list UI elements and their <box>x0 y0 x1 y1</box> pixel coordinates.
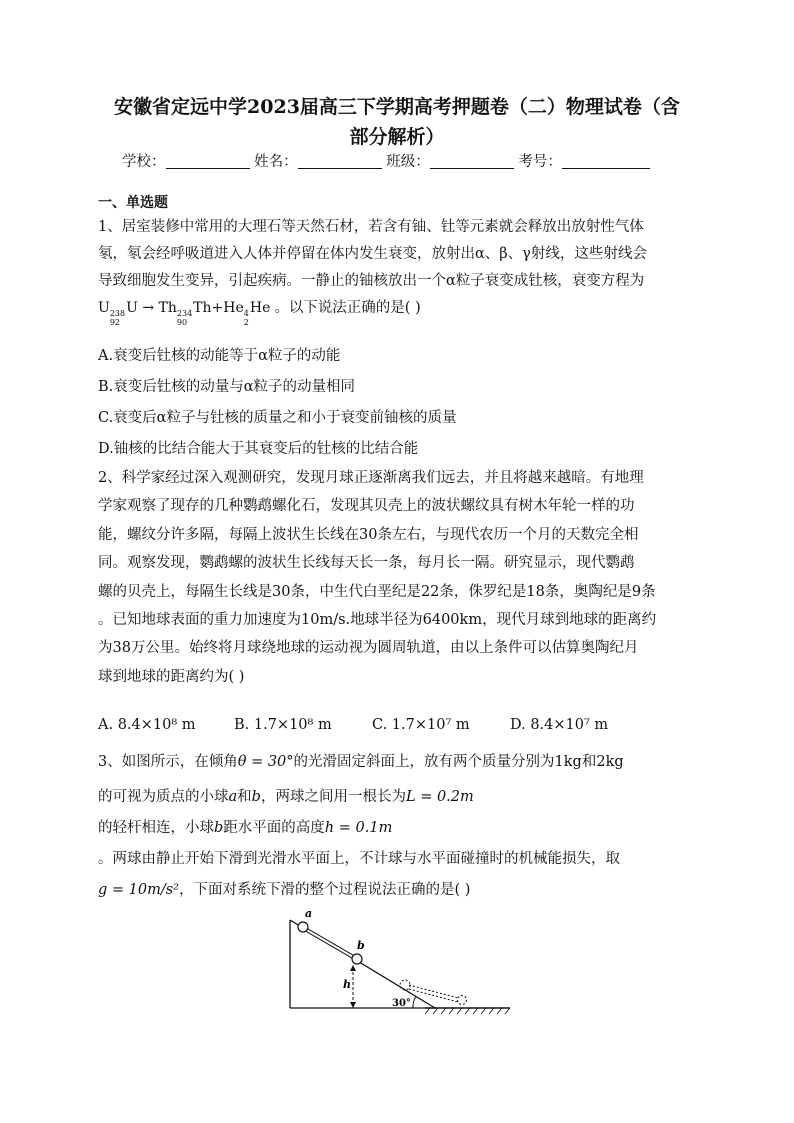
q2-line-1: 2、科学家经过深入观测研究，发现月球正逐渐离我们远去，并且将越来越暗。有地理 <box>98 470 644 486</box>
question-2 <box>98 464 698 691</box>
q2-line-6: 。已知地球表面的重力加速度为10m/s.地球半径为6400km，现代月球到地球的距离约 <box>98 612 657 629</box>
name-blank[interactable] <box>298 152 382 169</box>
q1-option-a[interactable]: A.衰变后钍核的动能等于α粒子的动能 <box>98 348 341 364</box>
q3-text-2a: 的可视为质点的小球 <box>98 789 229 805</box>
section-heading: 一、单选题 <box>98 195 168 211</box>
q2-option-c[interactable]: C. 1.7×10⁷ m <box>372 717 470 733</box>
ball-a-symbol: a <box>228 789 238 805</box>
q2-line-3: 能，螺纹分许多隔，每隔上波状生长线在30条左右，与现代农历一个月的天数完全相 <box>98 526 639 543</box>
height-arrow-down <box>350 1002 356 1008</box>
ball-b <box>352 954 362 964</box>
q3-text-3b: 距水平面的高度 <box>223 820 325 836</box>
q2-line-2: 学家观察了现存的几种鹦鹉螺化石，发现其贝壳上的波状螺纹具有树木年轮一样的功 <box>98 498 635 515</box>
rod-length-expression: L = 0.2m <box>405 789 474 805</box>
school-blank[interactable] <box>166 152 250 169</box>
label-a: a <box>305 907 313 920</box>
title-line-2: 部分解析） <box>349 126 445 148</box>
q2-option-a[interactable]: A. 8.4×10⁸ m <box>98 717 196 733</box>
q3-line-5 <box>98 878 470 899</box>
class-label: 班级： <box>386 154 430 170</box>
angle-label: 30° <box>392 998 411 1009</box>
q1-line-1: 1、居室装修中常用的大理石等天然石材，若含有铀、钍等元素就会释放出放射性气体 <box>98 219 644 235</box>
school-label: 学校： <box>122 154 166 170</box>
mass-2: 2kg <box>596 754 624 770</box>
exam-no-blank[interactable] <box>562 152 650 169</box>
name-label: 姓名： <box>254 154 298 170</box>
decay-equation: U 238 92 U → Th 234 90 Th+He 4 2 He 。 <box>98 300 289 327</box>
q3-text-2c: ，两球之间用一根长为 <box>260 789 406 805</box>
q1-option-d[interactable]: D.铀核的比结合能大于其衰变后的钍核的比结合能 <box>98 441 419 457</box>
student-info-row <box>122 150 650 171</box>
q1-prompt: 以下说法正确的是( ) <box>288 300 421 316</box>
q2-option-d[interactable]: D. 8.4×10⁷ m <box>510 717 609 733</box>
ball-b-symbol: b <box>251 789 261 805</box>
q3-line-3 <box>98 816 392 837</box>
q3-text-1b: 的光滑固定斜面上，放有两个质量分别为 <box>293 754 555 770</box>
mass-1: 1kg <box>554 754 582 770</box>
q3-text-3a: 的轻杆相连，小球 <box>98 820 214 836</box>
class-blank[interactable] <box>430 152 514 169</box>
q2-option-b[interactable]: B. 1.7×10⁸ m <box>234 717 332 733</box>
exam-no-label: 考号： <box>518 154 562 170</box>
height-arrow-up <box>350 965 356 971</box>
q1-option-b[interactable]: B.衰变后钍核的动量与α粒子的动量相同 <box>98 379 356 395</box>
q1-equation-line <box>98 295 698 327</box>
q1-line-2: 氡，氡会经呼吸道进入人体并停留在体内发生衰变，放射出α、β、γ射线，这些射线会 <box>98 246 647 262</box>
title-line-1: 安徽省定远中学2023届高三下学期高考押题卷（二）物理试卷（含 <box>114 96 680 118</box>
q3-text-5b: ，下面对系统下滑的整个过程说法正确的是( ) <box>179 882 471 898</box>
q3-text-2b: 和 <box>237 789 252 805</box>
rod-inner <box>305 929 355 958</box>
angle-arc <box>413 996 416 1008</box>
q3-line-1 <box>98 750 624 771</box>
ball-b-symbol-2: b <box>214 820 224 836</box>
exam-title <box>90 92 704 152</box>
label-b: b <box>357 939 365 952</box>
theta-expression: θ = 30° <box>237 754 294 770</box>
incline-figure <box>285 905 515 1015</box>
label-h: h <box>343 978 351 991</box>
q3-line-4: 。两球由静止开始下滑到光滑水平面上，不计球与水平面碰撞时的机械能损失，取 <box>98 851 620 867</box>
q3-line-2 <box>98 785 474 806</box>
q2-line-5: 螺的贝壳上，每隔生长线是30条，中生代白垩纪是22条，侏罗纪是18条，奥陶纪是9条 <box>98 583 656 600</box>
q1-line-3: 导致细胞发生变异，引起疾病。一静止的铀核放出一个α粒子衰变成钍核，衰变方程为 <box>98 273 645 289</box>
q2-line-8: 球到地球的距离约为( ) <box>98 668 245 685</box>
q1-option-c[interactable]: C.衰变后α粒子与钍核的质量之和小于衰变前铀核的质量 <box>98 410 457 426</box>
q2-line-4: 同。观察发现，鹦鹉螺的波状生长线每天长一条，每月长一隔。研究显示，现代鹦鹉 <box>98 555 635 572</box>
gravity-expression: g = 10m/s² <box>98 882 179 898</box>
ground-hatch <box>425 1008 510 1014</box>
q3-text-1c: 和 <box>581 754 597 770</box>
ball-a <box>298 922 308 932</box>
q3-text-1a: 3、如图所示，在倾角 <box>98 754 238 770</box>
q2-line-7: 为38万公里。始终将月球绕地球的运动视为圆周轨道，由以上条件可以估算奥陶纪月 <box>98 640 639 657</box>
question-1 <box>98 214 698 327</box>
height-expression: h = 0.1m <box>324 820 393 836</box>
